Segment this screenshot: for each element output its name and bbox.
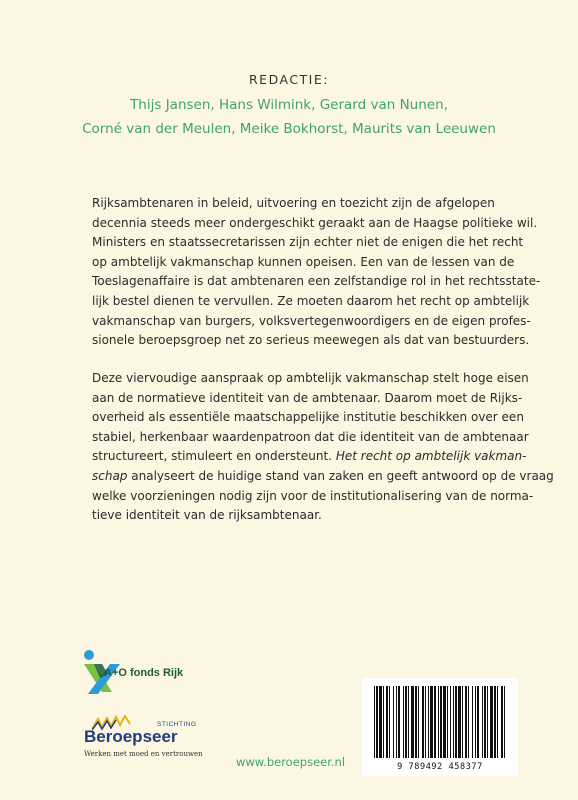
text-line: aan de normatieve identiteit van de ambtenaar. Daarom moet de Rijks- [92,390,523,405]
text-line: stabiel, herkenbaar waardenpatroon dat die identiteit van de ambtenaar [92,429,529,444]
text-line: vakmanschap van burgers, volksvertegenwoordigers en de eigen profes- [92,313,531,328]
text-line: op ambtelijk vakmanschap kunnen opeisen. Een van de lessen van de [92,254,515,269]
beroepseer-stichting-label: STICHTING [157,721,197,728]
editors-block [0,72,578,141]
text-line: Deze viervoudige aanspraak op ambtelijk vakmanschap stelt hoge eisen [92,371,529,385]
text-line: sionele beroepsgroep net zo serieus meewegen als dat van bestuurders. [92,333,530,348]
text-segment: structureert, stimuleert en ondersteunt. [92,449,336,464]
beroepseer-tagline: Werken met moed en vertrouwen [84,750,203,758]
beroepseer-logo [78,715,258,775]
text-segment: analyseert de huidige stand van zaken en geeft antwoord op de vraag [127,468,554,483]
text-line: Rijksambtenaren in beleid, uitvoering en toezicht zijn de afgelopen [92,196,495,210]
aofonds-logo [82,648,222,698]
editors-label: REDACTIE: [249,72,329,87]
text-line: welke voorzieningen nodig zijn voor de institutionalisering van de norma- [92,488,534,503]
blurb-paragraph-2 [92,369,554,526]
text-line: decennia steeds meer ondergeschikt geraakt aan de Haagse politieke wil. [92,215,538,230]
isbn-barcode [362,678,518,776]
aofonds-logo-text: A+O fonds Rijk [104,667,184,679]
text-line: Toeslagenaffaire is dat ambtenaren een zelfstandige rol in het rechtsstate- [92,274,541,289]
book-title-italic: schap [92,468,128,483]
blurb-paragraph-1 [92,194,541,351]
website-url: www.beroepseer.nl [236,755,346,769]
text-line [92,447,527,467]
text-line: overheid als essentiële maatschappelijke institutie beschikken over een [92,410,524,425]
editor-names-line-1: Thijs Jansen, Hans Wilmink, Gerard van Nunen, [130,97,448,113]
text-line: Ministers en staatssecretarissen zijn echter niet de enigen die het recht [92,235,524,250]
text-line [92,467,554,487]
editor-names [0,93,578,141]
text-line: tieve identiteit van de rijksambtenaar. [92,508,322,523]
editor-names-line-2: Corné van der Meulen, Meike Bokhorst, Maurits van Leeuwen [82,121,496,137]
isbn-number: 9 789492 458377 [397,762,483,772]
text-line: lijk bestel dienen te vervullen. Ze moeten daarom het recht op ambtelijk [92,293,530,308]
book-title-italic: Het recht op ambtelijk vakman- [335,449,527,464]
beroepseer-name: Beroepseer [84,727,178,746]
